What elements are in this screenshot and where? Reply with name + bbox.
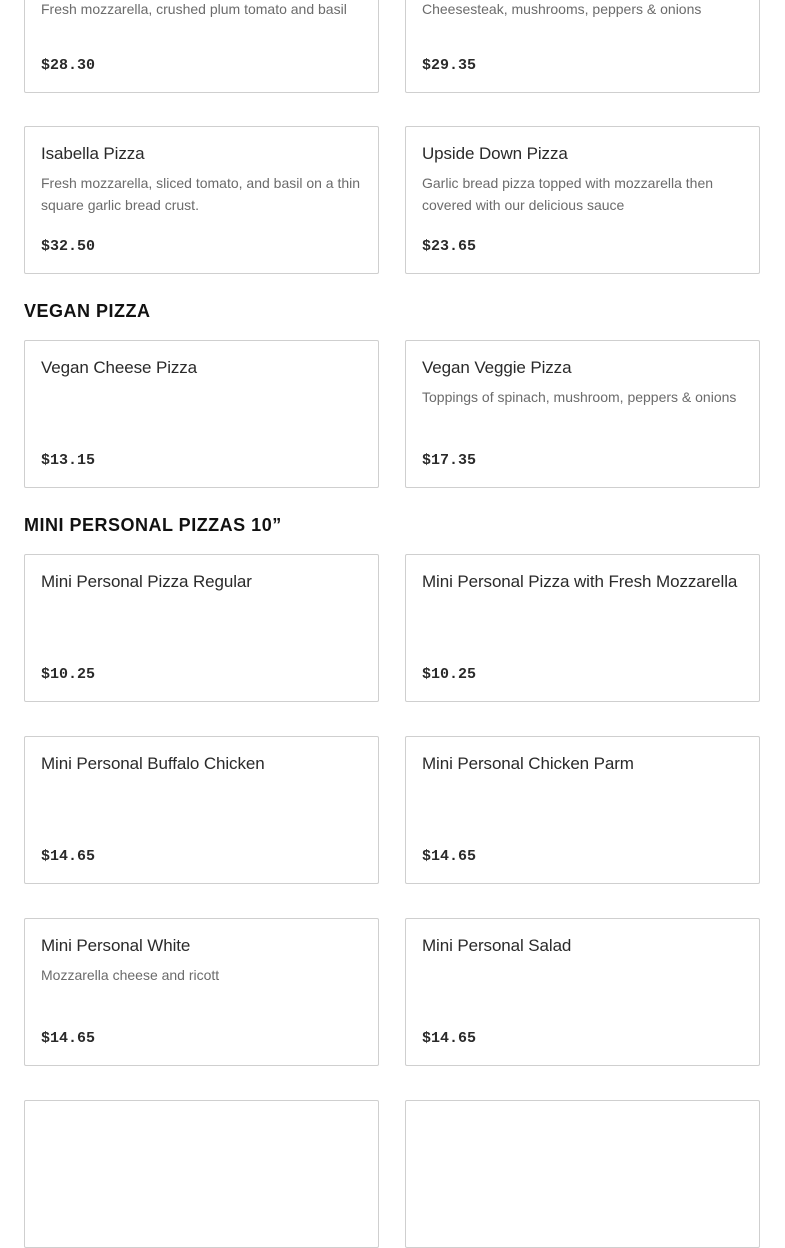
menu-item-price: $17.35 xyxy=(422,452,477,469)
menu-item-price: $14.65 xyxy=(422,848,477,865)
menu-item-name: Mini Personal Pizza with Fresh Mozzarella xyxy=(422,572,738,591)
menu-item-name: Mini Personal White xyxy=(41,936,191,955)
menu-item-price: $14.65 xyxy=(422,1030,477,1047)
menu-item-card[interactable] xyxy=(24,340,379,488)
menu-item-name: Mini Personal Salad xyxy=(422,936,572,955)
menu-item-name: Isabella Pizza xyxy=(41,144,145,163)
menu-item-name: Vegan Veggie Pizza xyxy=(422,358,572,377)
menu-item-name: Upside Down Pizza xyxy=(422,144,568,163)
menu-item-description: Toppings of spinach, mushroom, peppers & onions xyxy=(422,389,737,405)
section-title-mini-personal-pizzas: MINI PERSONAL PIZZAS 10” xyxy=(24,515,282,535)
menu-item-card[interactable] xyxy=(405,126,760,274)
section-title-vegan-pizza: VEGAN PIZZA xyxy=(24,301,151,321)
menu-item-card[interactable] xyxy=(24,736,379,884)
menu-item-price: $28.30 xyxy=(41,57,96,74)
menu-item-price: $32.50 xyxy=(41,238,96,255)
menu-item-price: $23.65 xyxy=(422,238,477,255)
menu-item-price: $10.25 xyxy=(422,666,477,683)
menu-item-name: Mini Personal Pizza Regular xyxy=(41,572,252,591)
menu-item-price: $14.65 xyxy=(41,1030,96,1047)
menu-item-price: $10.25 xyxy=(41,666,96,683)
menu-item-name: Mini Personal Chicken Parm xyxy=(422,754,634,773)
menu-item-card[interactable] xyxy=(24,0,379,93)
menu-item-card[interactable] xyxy=(405,918,760,1066)
menu-item-card[interactable] xyxy=(405,554,760,702)
menu-item-card[interactable] xyxy=(24,126,379,274)
menu-item-card[interactable] xyxy=(24,918,379,1066)
menu-item-card[interactable] xyxy=(405,0,760,93)
menu-item-card[interactable] xyxy=(24,1100,379,1248)
menu-item-card[interactable] xyxy=(405,1100,760,1248)
menu-item-description: Garlic bread pizza topped with mozzarella then covered with our delicious sauce xyxy=(422,175,714,213)
menu-item-card[interactable] xyxy=(405,736,760,884)
menu-item-card[interactable] xyxy=(405,340,760,488)
menu-item-price: $14.65 xyxy=(41,848,96,865)
menu-item-price: $29.35 xyxy=(422,57,477,74)
menu-item-description: Cheesesteak, mushrooms, peppers & onions xyxy=(422,1,702,17)
menu-item-price: $13.15 xyxy=(41,452,96,469)
menu-item-card[interactable] xyxy=(24,554,379,702)
menu-item-name: Mini Personal Buffalo Chicken xyxy=(41,754,265,773)
menu-item-description: Fresh mozzarella, crushed plum tomato and basil xyxy=(41,1,347,17)
menu-item-description: Mozzarella cheese and ricott xyxy=(41,967,220,983)
menu-item-description: Fresh mozzarella, sliced tomato, and basil on a thin square garlic bread crust. xyxy=(41,175,361,213)
menu-item-name: Vegan Cheese Pizza xyxy=(41,358,198,377)
